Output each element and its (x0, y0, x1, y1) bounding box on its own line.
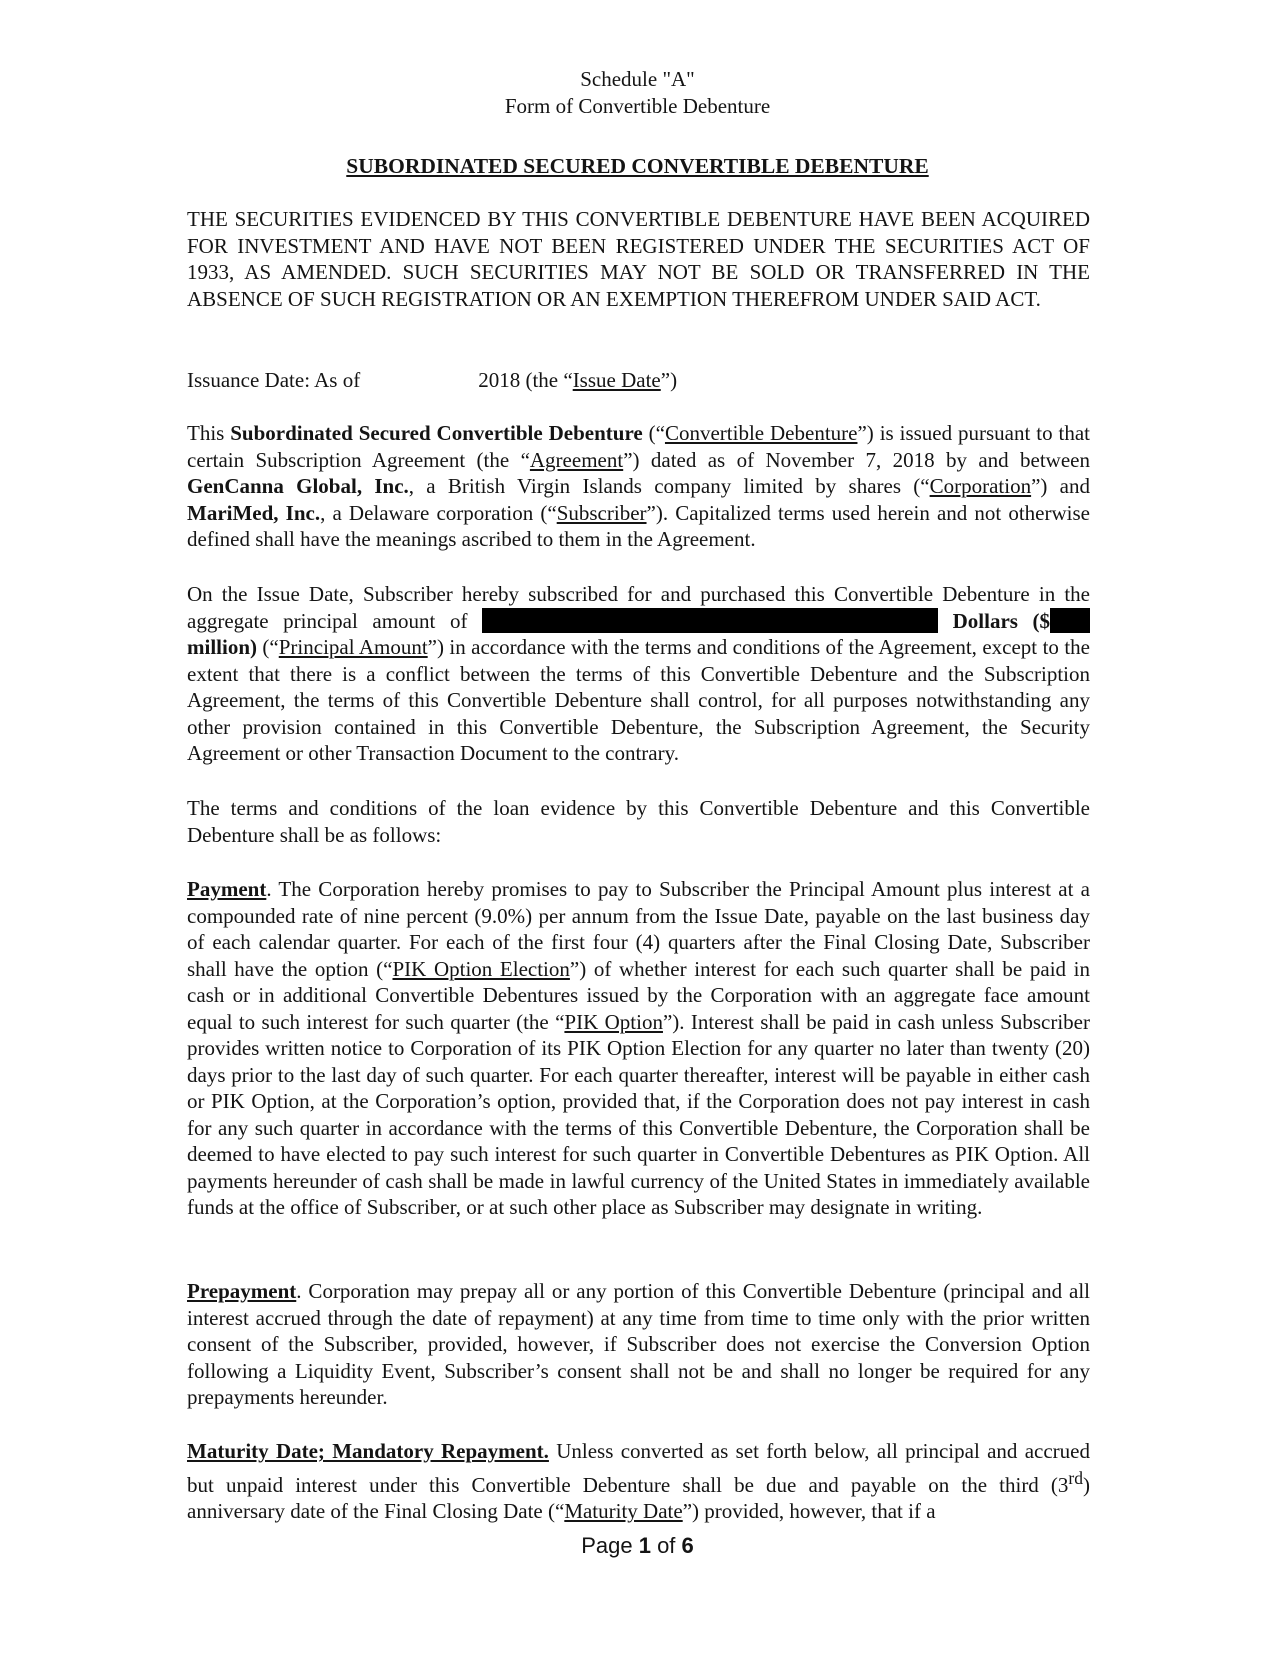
schedule-label: Schedule "A" (580, 67, 695, 91)
current-page: 1 (638, 1533, 651, 1558)
redaction-bar (482, 608, 938, 633)
securities-legend: THE SECURITIES EVIDENCED BY THIS CONVERTIBLE DEBENTURE HAVE BEEN ACQUIRED FOR INVESTMENT AND HAVE NOT BEEN REGISTERED UNDER THE SECURITIES ACT OF 1933, AS AMENDED. SUCH SECURITIES MAY NOT BE SOLD OR TRANSFERRED IN THE ABSENCE OF SUCH REGISTRATION OR AN EXEMPTION THEREFROM UNDER SAID ACT. (187, 207, 1090, 311)
payment-section: Payment. The Corporation hereby promises to pay to Subscriber the Principal Amount plus interest at a compounded rate of nine percent (9.0%) per annum from the Issue Date, payable on the last business day of each calendar quarter. For each of the first four (4) quarters after the Final Closing Date, Subscriber shall have the option (“PIK Option Election”) of whether interest for each such quarter shall be paid in cash or in additional Convertible Debentures issued by the Corporation with an aggregate face amount equal to such interest for such quarter (the “PIK Option”). Interest shall be paid in cash unless Subscriber provides written notice to Corporation of its PIK Option Election for any quarter no later than twenty (20) days prior to the last day of such quarter. For each quarter thereafter, interest will be payable in either cash or PIK Option, at the Corporation’s option, provided that, if the Corporation does not pay interest in cash for any such quarter in accordance with the terms of this Convertible Debenture, the Corporation shall be deemed to have elected to pay such interest for such quarter in Convertible Debentures as PIK Option. All payments hereunder of cash shall be made in lawful currency of the United States in immediately available funds at the office of Subscriber, or at such other place as Subscriber may designate in writing. (187, 877, 1090, 1219)
intro-paragraph: This Subordinated Secured Convertible Debenture (“Convertible Debenture”) is issued pursuant to that certain Subscription Agreement (the “Agreement”) dated as of November 7, 2018 by and between GenCanna Global, Inc., a British Virgin Islands company limited by shares (“Corporation”) and MariMed, Inc., a Delaware corporation (“Subscriber”). Capitalized terms used herein and not otherwise defined shall have the meanings ascribed to them in the Agreement. (187, 421, 1091, 551)
schedule-header (0, 66, 1275, 120)
principal-paragraph: On the Issue Date, Subscriber hereby subscribed for and purchased this Convertible Debenture in the aggregate principal amount of Dollars ($ million) (“Principal Amount”) in accordance with the terms and conditions of the Agreement, except to the extent that there is a conflict between the terms of this Convertible Debenture and the Subscription Agreement, the terms of this Convertible Debenture shall control, for all purposes notwithstanding any other provision contained in this Convertible Debenture, the Subscription Agreement, the Security Agreement or other Transaction Document to the contrary. (187, 582, 1090, 765)
debenture-name: Subordinated Secured Convertible Debenture (230, 421, 643, 445)
section-heading: Maturity Date; Mandatory Repayment. (187, 1439, 549, 1463)
defined-term: PIK Option (564, 1009, 663, 1034)
defined-term: Maturity Date (564, 1499, 683, 1523)
document-title: SUBORDINATED SECURED CONVERTIBLE DEBENTURE (346, 154, 929, 178)
page-number: Page 1 of 6 (581, 1533, 694, 1558)
defined-term: Corporation (929, 474, 1032, 498)
company-name: MariMed, Inc. (187, 500, 321, 525)
section-heading: Prepayment (187, 1279, 297, 1303)
prepayment-section: Prepayment. Corporation may prepay all or any portion of this Convertible Debenture (principal and all interest accrued through the date of repayment) at any time from time to time only with the prior written consent of the Subscriber, provided, however, if Subscriber does not exercise the Conversion Option following a Liquidity Event, Subscriber’s consent shall not be and shall no longer be required for any prepayments hereunder. (187, 1279, 1090, 1409)
maturity-section: Maturity Date; Mandatory Repayment. Unless converted as set forth below, all principal and accrued but unpaid interest under this Convertible Debenture shall be due and payable on the third (3rd) anniversary date of the Final Closing Date (“Maturity Date”) provided, however, that if a (187, 1439, 1090, 1523)
form-label: Form of Convertible Debenture (504, 94, 771, 118)
total-pages: 6 (681, 1533, 694, 1558)
issue-date-term: Issue Date (572, 368, 661, 392)
defined-term: Subscriber (556, 500, 647, 525)
section-heading: Payment (187, 877, 267, 901)
redaction-bar (1050, 608, 1090, 633)
issuance-date-line: Issuance Date: As of 2018 (the “Issue Date”) (187, 368, 678, 392)
defined-term: Convertible Debenture (664, 421, 858, 445)
defined-term: Principal Amount (278, 635, 428, 659)
company-name: GenCanna Global, Inc. (187, 474, 409, 498)
terms-intro-paragraph: The terms and conditions of the loan evidence by this Convertible Debenture and this Convertible Debenture shall be as follows: (187, 796, 1090, 847)
defined-term: PIK Option Election (392, 956, 570, 981)
defined-term: Agreement (529, 447, 624, 472)
issuance-label: Issuance Date: As of (187, 368, 361, 392)
